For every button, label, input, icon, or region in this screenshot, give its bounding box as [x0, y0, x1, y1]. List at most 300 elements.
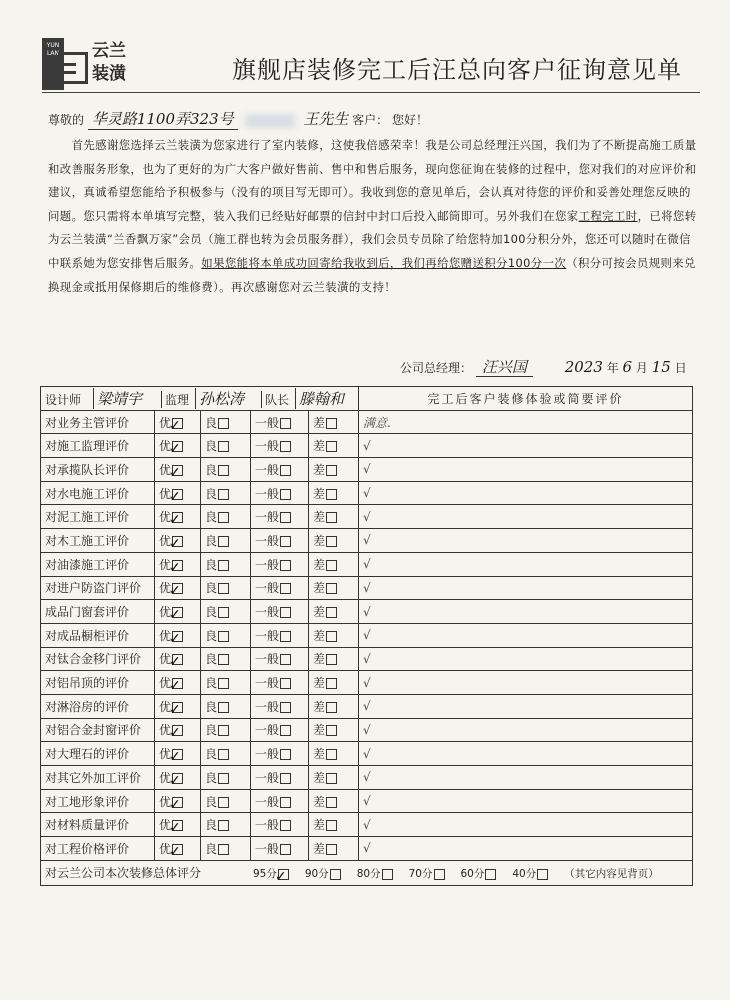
- rating-option[interactable]: [251, 647, 309, 671]
- rating-option[interactable]: [251, 671, 309, 695]
- designer-label: 设计师: [45, 392, 82, 407]
- rating-option[interactable]: [309, 742, 359, 766]
- checkbox-icon[interactable]: [169, 607, 183, 624]
- checkmark-icon: ✓: [169, 441, 181, 458]
- table-row: [41, 742, 693, 766]
- checkbox-icon[interactable]: [274, 868, 289, 885]
- checkbox-icon[interactable]: [169, 488, 183, 505]
- rating-option-label: 良: [205, 652, 218, 667]
- rating-option[interactable]: [309, 789, 359, 813]
- rating-option[interactable]: [251, 552, 309, 576]
- checkbox-icon[interactable]: [330, 869, 341, 880]
- checkmark-icon: ✓: [169, 772, 181, 789]
- document-title: 旗舰店装修完工后汪总向客户征询意见单: [232, 56, 682, 84]
- row-comment: √: [359, 671, 693, 695]
- rating-option[interactable]: [155, 410, 201, 434]
- rating-option[interactable]: [201, 458, 251, 482]
- checkbox-icon[interactable]: [537, 869, 548, 880]
- rating-option-label: 差: [313, 605, 326, 620]
- rating-option-label: 一般: [255, 628, 280, 643]
- checkbox-icon[interactable]: [218, 654, 229, 665]
- signature-year: 2023: [564, 358, 603, 376]
- checkbox-icon[interactable]: [326, 702, 337, 713]
- rating-option[interactable]: [309, 837, 359, 861]
- score-option[interactable]: [357, 868, 393, 880]
- checkbox-icon[interactable]: [169, 796, 183, 813]
- checkbox-icon[interactable]: [280, 441, 291, 452]
- checkbox-icon[interactable]: [326, 797, 337, 808]
- rating-option-label: 差: [313, 770, 326, 785]
- signature-month-unit: 月: [635, 361, 648, 375]
- row-comment: √: [359, 742, 693, 766]
- row-comment: √: [359, 837, 693, 861]
- supervisor-label: 监理: [161, 391, 195, 408]
- score-option[interactable]: [512, 868, 548, 880]
- rating-option[interactable]: [309, 576, 359, 600]
- rating-option[interactable]: [201, 694, 251, 718]
- letter-paragraph-2b: （积分可按会员规则来兑换现金或抵用保修期后的维修费）。再次感谢您对云兰装潢的支持！: [48, 255, 696, 294]
- checkbox-icon[interactable]: [218, 465, 229, 476]
- rating-option[interactable]: [155, 434, 201, 458]
- checkmark-icon: ✓: [169, 417, 181, 434]
- rating-option-label: 良: [205, 557, 218, 572]
- checkmark-icon: ✓: [169, 583, 181, 600]
- checkbox-icon[interactable]: [169, 749, 183, 766]
- rating-option[interactable]: [309, 623, 359, 647]
- rating-option[interactable]: [251, 410, 309, 434]
- checkbox-icon[interactable]: [218, 702, 229, 713]
- table-row: [41, 434, 693, 458]
- rating-option[interactable]: [251, 837, 309, 861]
- rating-option[interactable]: [155, 837, 201, 861]
- rating-option-label: 一般: [255, 581, 280, 596]
- rating-option[interactable]: [201, 647, 251, 671]
- checkmark-icon: ✓: [169, 843, 181, 860]
- checkbox-icon[interactable]: [218, 607, 229, 618]
- checkbox-icon[interactable]: [326, 441, 337, 452]
- rating-option[interactable]: [201, 789, 251, 813]
- rating-option[interactable]: [309, 505, 359, 529]
- rating-option[interactable]: [201, 410, 251, 434]
- rating-option[interactable]: [251, 789, 309, 813]
- rating-option[interactable]: [201, 434, 251, 458]
- checkbox-icon[interactable]: [326, 725, 337, 736]
- rating-option-label: 良: [205, 628, 218, 643]
- letter-body: [48, 134, 698, 299]
- rating-option[interactable]: [309, 718, 359, 742]
- table-row: [41, 718, 693, 742]
- rating-option[interactable]: [251, 742, 309, 766]
- rating-option-label: 优: [159, 533, 172, 548]
- logo-badge: YUN LAN: [42, 38, 64, 90]
- score-option[interactable]: [253, 868, 289, 885]
- rating-option-label: 差: [313, 652, 326, 667]
- rating-option[interactable]: [155, 789, 201, 813]
- row-comment: √: [359, 623, 693, 647]
- checkbox-icon[interactable]: [218, 797, 229, 808]
- rating-option-label: 差: [313, 533, 326, 548]
- row-label: 对成品橱柜评价: [41, 623, 155, 647]
- score-label: 80分: [356, 868, 381, 881]
- rating-option-label: 差: [313, 415, 326, 430]
- row-comment: √: [359, 718, 693, 742]
- checkbox-icon[interactable]: [169, 843, 183, 860]
- rating-option-label: 差: [313, 439, 326, 454]
- checkbox-icon[interactable]: [326, 418, 337, 429]
- rating-option[interactable]: [201, 576, 251, 600]
- evaluation-rows: [41, 410, 693, 860]
- rating-option-label: 良: [205, 581, 218, 596]
- rating-option-label: 一般: [255, 699, 280, 714]
- checkbox-icon[interactable]: [382, 869, 393, 880]
- table-row: [41, 813, 693, 837]
- checkbox-icon[interactable]: [218, 441, 229, 452]
- rating-option[interactable]: [309, 529, 359, 553]
- checkbox-icon[interactable]: [280, 820, 291, 831]
- checkbox-icon[interactable]: [218, 678, 229, 689]
- rating-option-label: 一般: [255, 605, 280, 620]
- rating-option-label: 一般: [255, 486, 280, 501]
- customer-address: 华灵路1100弄323号: [88, 108, 238, 130]
- checkmark-icon: ✓: [169, 464, 181, 481]
- checkbox-icon[interactable]: [280, 844, 291, 855]
- letter-paragraph-1: 首先感谢您选择云兰装潢为您家进行了室内装修，这使我倍感荣幸！我是公司总经理汪兴国，我们为了不断提高施工质量和改善服务形象，也为了更好的为广大客户做好售前、售中和售后服务，现向您征询在装修的过程中，您对我们的对应评价和建议，真诚希望您能给予积极参与（没有的项目写无即可）。我收到您的意见单后，会认真对待您的评价和妥善处理您反映的问题。您只需将本单填写完整，装入我们已经贴好邮票的信封中封口后投入邮筒即可。另外我们在您家: [48, 138, 697, 223]
- checkbox-icon[interactable]: [326, 654, 337, 665]
- rating-option[interactable]: [155, 766, 201, 790]
- rating-option-label: 良: [205, 841, 218, 856]
- rating-option[interactable]: [251, 458, 309, 482]
- checkmark-icon: ✓: [169, 725, 181, 742]
- checkbox-icon[interactable]: [280, 560, 291, 571]
- rating-option[interactable]: [155, 552, 201, 576]
- rating-option-label: 差: [313, 747, 326, 762]
- rating-option[interactable]: [155, 481, 201, 505]
- checkbox-icon[interactable]: [169, 512, 183, 529]
- checkbox-icon[interactable]: [326, 749, 337, 760]
- table-row: [41, 552, 693, 576]
- rating-option-label: 良: [205, 818, 218, 833]
- rating-option-label: 一般: [255, 747, 280, 762]
- row-label: 对铝吊顶的评价: [41, 671, 155, 695]
- checkbox-icon[interactable]: [169, 417, 183, 434]
- rating-option[interactable]: [155, 694, 201, 718]
- rating-option[interactable]: [309, 434, 359, 458]
- checkbox-icon[interactable]: [326, 583, 337, 594]
- table-row: [41, 837, 693, 861]
- checkbox-icon[interactable]: [434, 869, 445, 880]
- rating-option[interactable]: [155, 458, 201, 482]
- row-label: 对进户防盗门评价: [41, 576, 155, 600]
- signature-name: 汪兴国: [476, 358, 533, 377]
- score-label: 40分: [512, 868, 537, 881]
- rating-option[interactable]: [155, 742, 201, 766]
- rating-option[interactable]: [201, 837, 251, 861]
- rating-option[interactable]: [251, 694, 309, 718]
- rating-option-label: 优: [159, 486, 172, 501]
- table-row: [41, 505, 693, 529]
- checkbox-icon[interactable]: [218, 560, 229, 571]
- rating-option-label: 良: [205, 794, 218, 809]
- row-label: 对木工施工评价: [41, 529, 155, 553]
- rating-option-label: 一般: [255, 533, 280, 548]
- rating-option[interactable]: [155, 505, 201, 529]
- rating-option-label: 良: [205, 723, 218, 738]
- checkbox-icon[interactable]: [326, 820, 337, 831]
- checkbox-icon[interactable]: [280, 702, 291, 713]
- checkbox-icon[interactable]: [218, 820, 229, 831]
- evaluation-table: [40, 386, 693, 886]
- rating-option[interactable]: [201, 813, 251, 837]
- rating-option-label: 优: [159, 818, 172, 833]
- checkbox-icon[interactable]: [280, 725, 291, 736]
- logo-text: [92, 40, 126, 86]
- checkbox-icon[interactable]: [280, 678, 291, 689]
- checkbox-icon[interactable]: [326, 678, 337, 689]
- rating-option[interactable]: [155, 529, 201, 553]
- checkbox-icon[interactable]: [218, 773, 229, 784]
- checkbox-icon[interactable]: [280, 583, 291, 594]
- checkbox-icon[interactable]: [218, 489, 229, 500]
- rating-option-label: 优: [159, 462, 172, 477]
- logo-name-line2: 装潢: [92, 64, 126, 84]
- score-label: 70分: [408, 868, 433, 881]
- row-comment: √: [359, 813, 693, 837]
- rating-option[interactable]: [309, 552, 359, 576]
- rating-option[interactable]: [309, 694, 359, 718]
- redacted-block: [245, 114, 295, 128]
- row-label: 成品门窗套评价: [41, 600, 155, 624]
- score-label: 90分: [304, 868, 329, 881]
- row-label: 对工程价格评价: [41, 837, 155, 861]
- rating-option[interactable]: [155, 671, 201, 695]
- rating-option[interactable]: [251, 505, 309, 529]
- rating-option[interactable]: [251, 813, 309, 837]
- rating-option[interactable]: [251, 529, 309, 553]
- checkbox-icon[interactable]: [326, 560, 337, 571]
- checkbox-icon[interactable]: [169, 583, 183, 600]
- rating-option[interactable]: [201, 600, 251, 624]
- checkbox-icon[interactable]: [169, 441, 183, 458]
- rating-option[interactable]: [201, 505, 251, 529]
- table-row: [41, 600, 693, 624]
- row-comment: √: [359, 766, 693, 790]
- checkbox-icon[interactable]: [218, 749, 229, 760]
- checkbox-icon[interactable]: [280, 536, 291, 547]
- rating-option[interactable]: [201, 766, 251, 790]
- rating-option[interactable]: [155, 576, 201, 600]
- checkbox-icon[interactable]: [169, 654, 183, 671]
- checkbox-icon[interactable]: [280, 773, 291, 784]
- checkbox-icon[interactable]: [280, 465, 291, 476]
- rating-option-label: 良: [205, 747, 218, 762]
- checkmark-icon: ✓: [169, 796, 181, 813]
- review-header: 完工后客户装修体验或简要评价: [359, 387, 693, 411]
- rating-option-label: 差: [313, 818, 326, 833]
- rating-option-label: 一般: [255, 770, 280, 785]
- score-option[interactable]: [305, 868, 341, 880]
- checkmark-icon: ✓: [169, 488, 181, 505]
- checkmark-icon: ✓: [169, 630, 181, 647]
- checkbox-icon[interactable]: [280, 749, 291, 760]
- rating-option-label: 优: [159, 652, 172, 667]
- rating-option-label: 一般: [255, 557, 280, 572]
- checkmark-icon: ✓: [169, 654, 181, 671]
- rating-option[interactable]: [201, 481, 251, 505]
- row-label: 对材料质量评价: [41, 813, 155, 837]
- checkbox-icon[interactable]: [169, 559, 183, 576]
- rating-option-label: 优: [159, 581, 172, 596]
- row-label: 对业务主管评价: [41, 410, 155, 434]
- rating-option[interactable]: [155, 813, 201, 837]
- table-row: [41, 576, 693, 600]
- rating-option[interactable]: [155, 647, 201, 671]
- rating-option[interactable]: [251, 766, 309, 790]
- rating-option[interactable]: [309, 671, 359, 695]
- checkbox-icon[interactable]: [169, 630, 183, 647]
- rating-option[interactable]: [309, 647, 359, 671]
- rating-option[interactable]: [309, 813, 359, 837]
- rating-option-label: 差: [313, 581, 326, 596]
- rating-option[interactable]: [251, 718, 309, 742]
- rating-option-label: 良: [205, 439, 218, 454]
- checkbox-icon[interactable]: [280, 418, 291, 429]
- signature-year-unit: 年: [606, 361, 619, 375]
- checkbox-icon[interactable]: [280, 631, 291, 642]
- rating-option[interactable]: [251, 481, 309, 505]
- greeting-suffix: 客户： 您好！: [352, 113, 428, 127]
- rating-option[interactable]: [155, 623, 201, 647]
- checkmark-icon: ✓: [169, 607, 181, 624]
- checkmark-icon: ✓: [169, 512, 181, 529]
- rating-option-label: 差: [313, 841, 326, 856]
- rating-option-label: 良: [205, 510, 218, 525]
- checkbox-icon[interactable]: [280, 654, 291, 665]
- checkbox-icon[interactable]: [169, 535, 183, 552]
- rating-option[interactable]: [251, 434, 309, 458]
- row-label: 对泥工施工评价: [41, 505, 155, 529]
- row-comment: √: [359, 576, 693, 600]
- rating-option-label: 一般: [255, 818, 280, 833]
- rating-option[interactable]: [201, 529, 251, 553]
- rating-option-label: 优: [159, 628, 172, 643]
- rating-option-label: 良: [205, 533, 218, 548]
- checkbox-icon[interactable]: [326, 773, 337, 784]
- table-row: [41, 694, 693, 718]
- row-label: 对钛合金移门评价: [41, 647, 155, 671]
- score-label: 95分: [253, 868, 277, 881]
- score-option[interactable]: [409, 868, 445, 880]
- rating-option[interactable]: [155, 600, 201, 624]
- checkbox-icon[interactable]: [169, 725, 183, 742]
- checkbox-icon[interactable]: [169, 701, 183, 718]
- rating-option-label: 差: [313, 557, 326, 572]
- row-comment: √: [359, 694, 693, 718]
- checkmark-icon: ✓: [169, 820, 181, 837]
- rating-option[interactable]: [155, 718, 201, 742]
- rating-option-label: 差: [313, 676, 326, 691]
- checkbox-icon[interactable]: [326, 844, 337, 855]
- rating-option-label: 良: [205, 770, 218, 785]
- rating-option[interactable]: [251, 600, 309, 624]
- checkbox-icon[interactable]: [485, 869, 496, 880]
- rating-option-label: 良: [205, 605, 218, 620]
- checkbox-icon[interactable]: [218, 844, 229, 855]
- row-comment: √: [359, 458, 693, 482]
- rating-option[interactable]: [251, 623, 309, 647]
- rating-option[interactable]: [201, 742, 251, 766]
- rating-option[interactable]: [201, 552, 251, 576]
- table-row: [41, 671, 693, 695]
- rating-option[interactable]: [309, 766, 359, 790]
- row-label: 对工地形象评价: [41, 789, 155, 813]
- checkbox-icon[interactable]: [218, 536, 229, 547]
- rating-option[interactable]: [251, 576, 309, 600]
- rating-option-label: 差: [313, 723, 326, 738]
- rating-option[interactable]: [309, 481, 359, 505]
- foreman-name: 滕翰和: [295, 388, 347, 409]
- checkbox-icon[interactable]: [169, 820, 183, 837]
- checkbox-icon[interactable]: [326, 631, 337, 642]
- row-label: 对油漆施工评价: [41, 552, 155, 576]
- rating-option[interactable]: [309, 410, 359, 434]
- rating-option[interactable]: [201, 718, 251, 742]
- checkbox-icon[interactable]: [218, 631, 229, 642]
- checkbox-icon[interactable]: [280, 797, 291, 808]
- checkbox-icon[interactable]: [218, 725, 229, 736]
- total-score-cell: [41, 860, 693, 885]
- rating-option-label: 良: [205, 415, 218, 430]
- checkbox-icon[interactable]: [326, 607, 337, 618]
- checkbox-icon[interactable]: [280, 607, 291, 618]
- logo-name-line1: 云兰: [92, 41, 126, 61]
- row-comment: √: [359, 600, 693, 624]
- checkbox-icon[interactable]: [280, 489, 291, 500]
- letter-underlined-1: 工程完工时: [578, 208, 638, 223]
- checkbox-icon[interactable]: [326, 512, 337, 523]
- rating-option[interactable]: [201, 671, 251, 695]
- table-row: [41, 623, 693, 647]
- rating-option[interactable]: [201, 623, 251, 647]
- checkmark-icon: ✓: [169, 678, 181, 695]
- rating-option[interactable]: [309, 458, 359, 482]
- row-label: 对淋浴房的评价: [41, 694, 155, 718]
- rating-option-label: 优: [159, 841, 172, 856]
- rating-option-label: 优: [159, 557, 172, 572]
- score-options: [253, 866, 564, 885]
- checkbox-icon[interactable]: [218, 583, 229, 594]
- score-option[interactable]: [461, 868, 497, 880]
- rating-option-label: 良: [205, 486, 218, 501]
- letter-text: [48, 134, 698, 299]
- letter-underlined-2: 如果您能将本单成功回寄给我收到后，我们再给您赠送积分100分一次: [201, 255, 567, 270]
- checkbox-icon[interactable]: [326, 465, 337, 476]
- checkbox-icon[interactable]: [326, 536, 337, 547]
- checkbox-icon[interactable]: [169, 678, 183, 695]
- rating-option-label: 差: [313, 462, 326, 477]
- checkbox-icon[interactable]: [218, 512, 229, 523]
- checkbox-icon[interactable]: [169, 772, 183, 789]
- checkbox-icon[interactable]: [326, 489, 337, 500]
- checkbox-icon[interactable]: [218, 418, 229, 429]
- row-comment: √: [359, 481, 693, 505]
- checkbox-icon[interactable]: [169, 464, 183, 481]
- rating-option-label: 优: [159, 439, 172, 454]
- rating-option-label: 一般: [255, 676, 280, 691]
- checkmark-icon: ✓: [169, 535, 181, 552]
- rating-option-label: 优: [159, 699, 172, 714]
- rating-option[interactable]: [309, 600, 359, 624]
- checkbox-icon[interactable]: [280, 512, 291, 523]
